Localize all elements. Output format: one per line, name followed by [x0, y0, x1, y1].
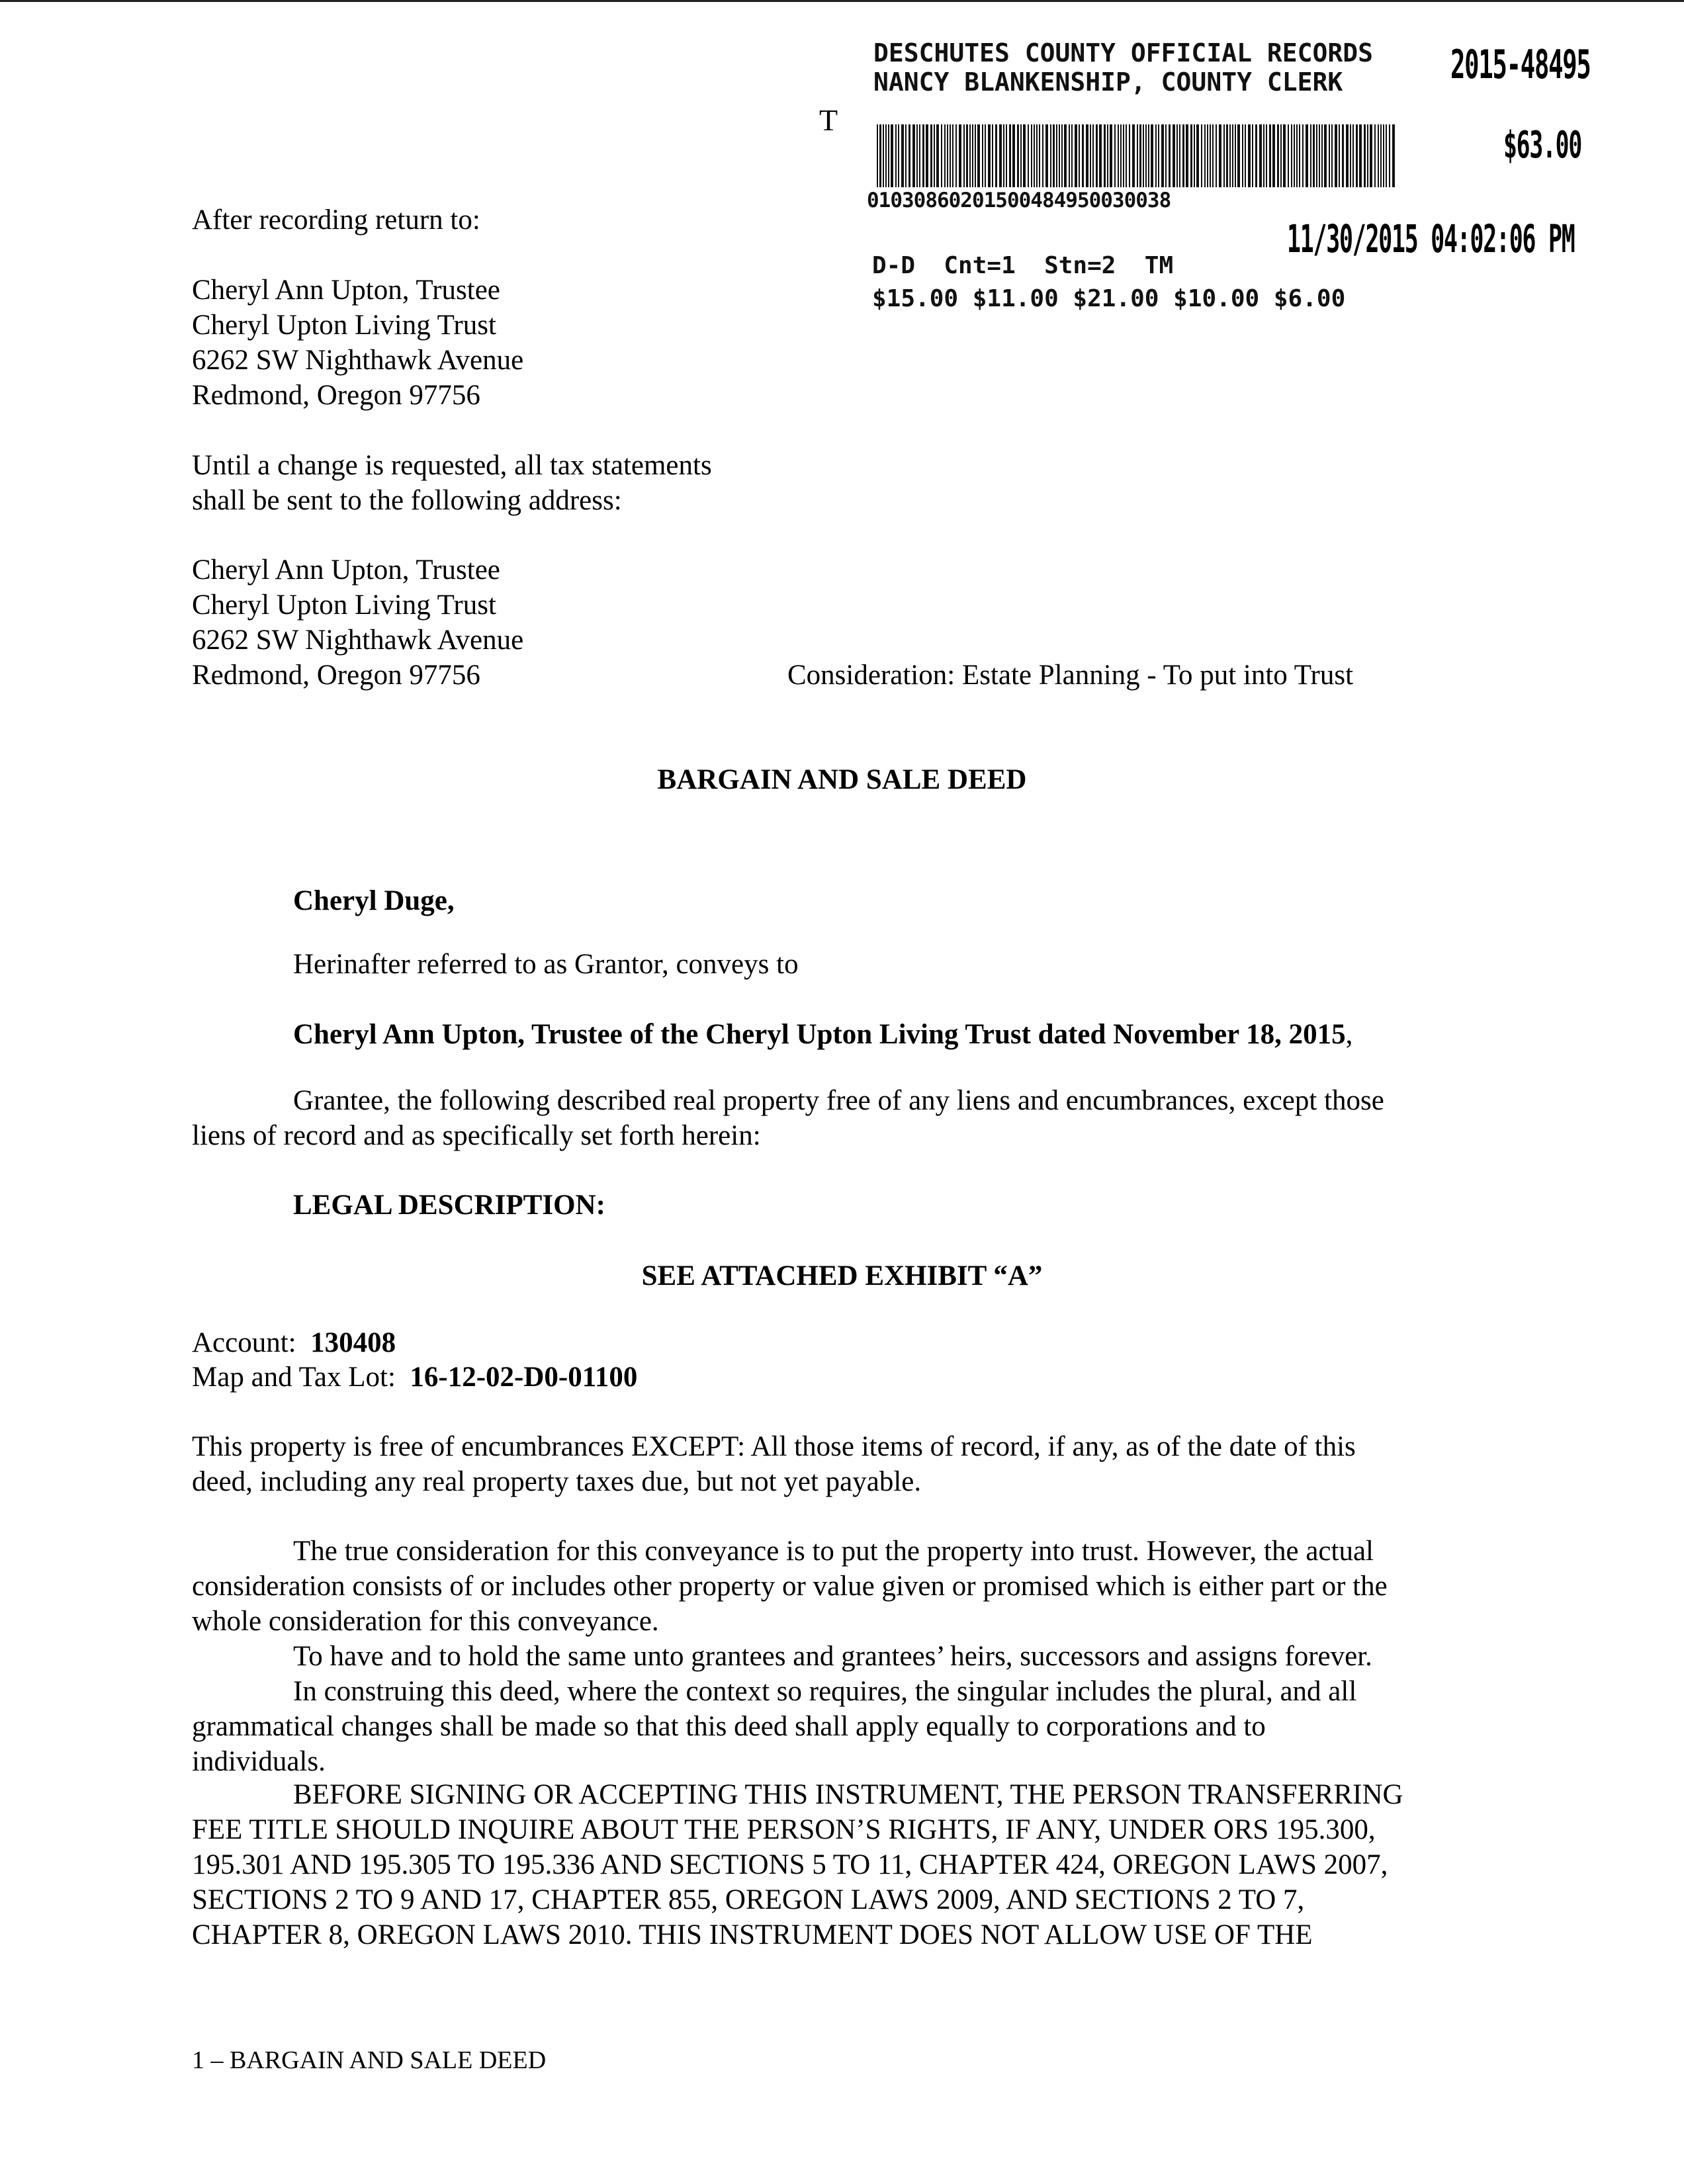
barcode-bar: [1137, 124, 1138, 187]
barcode-bar: [1252, 124, 1253, 187]
barcode-bar: [1374, 124, 1376, 187]
barcode-bar: [1194, 124, 1195, 187]
barcode-bar: [905, 124, 907, 187]
barcode-bar: [1145, 124, 1147, 187]
barcode-bar: [1226, 124, 1228, 187]
barcode-bar: [891, 124, 893, 187]
barcode-bar: [1266, 124, 1267, 187]
barcode-bar: [922, 124, 924, 187]
barcode-bar: [999, 124, 1002, 187]
barcode-bar: [1114, 124, 1116, 187]
barcode-bar: [1201, 124, 1202, 187]
barcode-bar: [1386, 124, 1387, 187]
barcode-bar: [908, 124, 910, 187]
encumbrance-paragraph: This property is free of encumbrances EXCEPT: All those items of record, if any, as of the date of this deed, including any real property taxes due, but not yet payable.: [192, 1431, 1356, 1497]
exhibit-reference: SEE ATTACHED EXHIBIT “A”: [641, 1260, 1043, 1291]
barcode-bar: [1165, 124, 1167, 187]
tax-address-line: Cheryl Upton Living Trust: [192, 590, 496, 621]
barcode-bar: [1006, 124, 1007, 187]
barcode-bar: [1123, 124, 1124, 187]
barcode-bar: [1132, 124, 1135, 187]
barcode-bar: [1280, 124, 1282, 187]
barcode-bar: [1118, 124, 1119, 187]
barcode-bar: [1020, 124, 1022, 187]
barcode-bar: [1120, 124, 1122, 187]
barcode-bar: [1053, 124, 1055, 187]
barcode-bar: [1310, 124, 1311, 187]
barcode-bar: [1086, 124, 1088, 187]
deed-title: BARGAIN AND SALE DEED: [657, 764, 1027, 795]
barcode-bar: [1389, 124, 1390, 187]
barcode-bar: [1269, 124, 1271, 187]
barcode-bar: [1324, 124, 1327, 187]
legal-description-heading: LEGAL DESCRIPTION:: [293, 1190, 605, 1221]
tax-address-line: 6262 SW Nighthawk Avenue: [192, 625, 524, 656]
return-address-line: Redmond, Oregon 97756: [192, 380, 480, 411]
barcode-bar: [955, 124, 957, 187]
barcode-bar: [1036, 124, 1038, 187]
barcode-number: 01030860201500484950030038: [867, 189, 1171, 212]
barcode-bar: [1263, 124, 1264, 187]
barcode-bar: [936, 124, 939, 187]
barcode-bar: [941, 124, 942, 187]
barcode-bar: [1107, 124, 1108, 187]
stamp-clerk: NANCY BLANKENSHIP, COUNTY CLERK: [873, 67, 1343, 97]
barcode-bar: [944, 124, 946, 187]
grantor-name: Cheryl Duge,: [293, 885, 455, 916]
grantee-paragraph: Grantee, the following described real property free of any liens and encumbrances, except those liens of record and as specifically set forth herein:: [192, 1085, 1384, 1151]
barcode-bar: [895, 124, 897, 187]
barcode-bar: [969, 124, 971, 187]
barcode-bar: [1248, 124, 1251, 187]
barcode-bar: [1364, 124, 1366, 187]
barcode-bar: [1296, 124, 1298, 187]
top-edge-rule: [0, 0, 1684, 2]
return-to-label: After recording return to:: [192, 204, 480, 236]
barcode-bar: [1061, 124, 1063, 187]
barcode-bar: [1378, 124, 1379, 187]
barcode-bar: [1331, 124, 1333, 187]
barcode-bar: [1319, 124, 1320, 187]
barcode-bar: [975, 124, 976, 187]
barcode-bar: [1380, 124, 1382, 187]
barcode-bar: [1012, 124, 1015, 187]
barcode-bar: [1179, 124, 1180, 187]
barcode-bar: [1110, 124, 1112, 187]
barcode-bar: [1232, 124, 1233, 187]
barcode-bar: [1045, 124, 1048, 187]
consideration-note: Consideration: Estate Planning - To put into Trust: [787, 660, 1354, 691]
barcode: [877, 124, 1396, 187]
account-number: 130408: [310, 1327, 396, 1358]
barcode-bar: [1210, 124, 1211, 187]
barcode-bar: [1245, 124, 1246, 187]
barcode-bar: [1039, 124, 1040, 187]
barcode-bar: [1350, 124, 1351, 187]
barcode-bar: [1009, 124, 1011, 187]
map-tax-lot-row: Map and Tax Lot: 16-12-02-D0-01100: [192, 1362, 638, 1393]
barcode-bar: [1216, 124, 1217, 187]
barcode-bar: [1321, 124, 1323, 187]
return-address-line: 6262 SW Nighthawk Avenue: [192, 345, 524, 376]
barcode-bar: [1346, 124, 1349, 187]
barcode-bar: [1028, 124, 1029, 187]
barcode-bar: [934, 124, 935, 187]
stamp-fee-total: $63.00: [1503, 124, 1581, 167]
tax-address: [192, 552, 523, 693]
barcode-bar: [1186, 124, 1188, 187]
barcode-bar: [1092, 124, 1094, 187]
barcode-bar: [1383, 124, 1384, 187]
barcode-bar: [1259, 124, 1262, 187]
barcode-bar: [901, 124, 904, 187]
barcode-bar: [947, 124, 948, 187]
barcode-bar: [977, 124, 980, 187]
barcode-bar: [1139, 124, 1141, 187]
barcode-bar: [1190, 124, 1192, 187]
barcode-bar: [982, 124, 983, 187]
barcode-bar: [1367, 124, 1368, 187]
barcode-bar: [1050, 124, 1051, 187]
barcode-bar: [1071, 124, 1073, 187]
barcode-bar: [985, 124, 986, 187]
barcode-bar: [1235, 124, 1236, 187]
barcode-bar: [1302, 124, 1304, 187]
stamp-fees: $15.00 $11.00 $21.00 $10.00 $6.00: [872, 285, 1346, 312]
barcode-bar: [1129, 124, 1130, 187]
barcode-bar: [1017, 124, 1019, 187]
barcode-bar: [1196, 124, 1199, 187]
return-address-line: Cheryl Ann Upton, Trustee: [192, 275, 500, 306]
barcode-bar: [1283, 124, 1286, 187]
barcode-bar: [1099, 124, 1102, 187]
stamp-recorded-datetime: 11/30/2015 04:02:06 PM: [1287, 216, 1575, 261]
barcode-bar: [1299, 124, 1300, 187]
barcode-bar: [1082, 124, 1084, 187]
barcode-bar: [1212, 124, 1214, 187]
account-row: Account: 130408: [192, 1327, 396, 1358]
barcode-bar: [1219, 124, 1221, 187]
barcode-bar: [1392, 124, 1395, 187]
barcode-bar: [1155, 124, 1157, 187]
barcode-bar: [1151, 124, 1153, 187]
barcode-bar: [1064, 124, 1067, 187]
barcode-bar: [1126, 124, 1127, 187]
barcode-bar: [1237, 124, 1240, 187]
barcode-bar: [926, 124, 928, 187]
barcode-bar: [1176, 124, 1178, 187]
barcode-bar: [916, 124, 918, 187]
barcode-bar: [952, 124, 953, 187]
barcode-bar: [885, 124, 887, 187]
barcode-bar: [1291, 124, 1292, 187]
barcode-bar: [1255, 124, 1257, 187]
barcode-bar: [1356, 124, 1358, 187]
tax-statement-label: Until a change is requested, all tax statements shall be sent to the following address:: [192, 450, 712, 516]
barcode-bar: [1272, 124, 1275, 187]
barcode-bar: [1223, 124, 1225, 187]
barcode-bar: [1104, 124, 1106, 187]
return-address-line: Cheryl Upton Living Trust: [192, 310, 496, 341]
barcode-bar: [888, 124, 889, 187]
barcode-bar: [950, 124, 951, 187]
barcode-bar: [919, 124, 920, 187]
stamp-document-number: 2015-48495: [1450, 42, 1591, 88]
barcode-bar: [877, 124, 878, 187]
barcode-bar: [930, 124, 932, 187]
barcode-bar: [1056, 124, 1057, 187]
barcode-bar: [1288, 124, 1289, 187]
barcode-bar: [1229, 124, 1231, 187]
grantee-name: Cheryl Ann Upton, Trustee of the Cheryl Upton Living Trust dated November 18, 2015,: [293, 1019, 1353, 1050]
consideration-paragraph: The true consideration for this conveyance is to put the property into trust. However, the actual consideration consists of or includes other property or value given or promised which is either part or the whole consideration for this conveyance. To have and to hold the same unto grantees and grantees’ heirs, successors and assigns forever. In construing this deed, where the context so requires, the singular includes the plural, and all grammatical changes shall be made so that this deed shall apply equally to corporations and to individuals.: [192, 1536, 1388, 1777]
tax-address-line: Cheryl Ann Upton, Trustee: [192, 554, 500, 586]
barcode-bar: [1277, 124, 1279, 187]
grantor-line: Herinafter referred to as Grantor, conveys to: [293, 949, 799, 980]
barcode-bar: [1158, 124, 1159, 187]
barcode-bar: [1096, 124, 1098, 187]
barcode-bar: [992, 124, 993, 187]
barcode-bar: [1173, 124, 1175, 187]
barcode-bar: [1207, 124, 1208, 187]
barcode-bar: [883, 124, 884, 187]
barcode-bar: [1294, 124, 1295, 187]
page-footer: 1 – BARGAIN AND SALE DEED: [192, 2046, 547, 2074]
barcode-bar: [898, 124, 899, 187]
statutory-warning: BEFORE SIGNING OR ACCEPTING THIS INSTRUMENT, THE PERSON TRANSFERRING FEE TITLE SHOULD INQUIRE ABOUT THE PERSON’S RIGHTS, IF ANY, UNDER ORS 195.300, 195.301 AND 195.305 TO 195.336 AND SECTIONS 5 TO 11, CHAPTER 424, OREGON LAWS 2007, SECTIONS 2 TO 9 AND 17, CHAPTER 855, OREGON LAWS 2009, AND SECTIONS 2 TO 7, CHAPTER 8, OREGON LAWS 2010. THIS INSTRUMENT DOES NOT ALLOW USE OF THE: [192, 1779, 1403, 1950]
stamp-codes: D-D Cnt=1 Stn=2 TM: [872, 252, 1174, 279]
barcode-bar: [1034, 124, 1035, 187]
barcode-bar: [1075, 124, 1077, 187]
barcode-bar: [1339, 124, 1340, 187]
barcode-bar: [1316, 124, 1317, 187]
barcode-bar: [1169, 124, 1171, 187]
stamp-marker: T: [819, 103, 838, 137]
barcode-bar: [1143, 124, 1144, 187]
barcode-bar: [1352, 124, 1354, 187]
barcode-bar: [1059, 124, 1060, 187]
barcode-bar: [1161, 124, 1164, 187]
barcode-bar: [879, 124, 881, 187]
barcode-bar: [1342, 124, 1344, 187]
barcode-bar: [966, 124, 968, 187]
barcode-bar: [912, 124, 915, 187]
barcode-bar: [1023, 124, 1026, 187]
barcode-bar: [963, 124, 965, 187]
barcode-bar: [1069, 124, 1070, 187]
barcode-bar: [1204, 124, 1206, 187]
barcode-bar: [1313, 124, 1315, 187]
barcode-bar: [1242, 124, 1243, 187]
barcode-bar: [1306, 124, 1308, 187]
barcode-bar: [1359, 124, 1362, 187]
barcode-bar: [1182, 124, 1184, 187]
barcode-bar: [1148, 124, 1149, 187]
barcode-bar: [1042, 124, 1043, 187]
barcode-bar: [1335, 124, 1337, 187]
barcode-bar: [988, 124, 991, 187]
barcode-bar: [1090, 124, 1091, 187]
barcode-bar: [972, 124, 973, 187]
barcode-bar: [1370, 124, 1372, 187]
barcode-bar: [959, 124, 961, 187]
return-address: [192, 273, 523, 413]
barcode-bar: [1079, 124, 1080, 187]
barcode-bar: [995, 124, 997, 187]
barcode-bar: [1329, 124, 1330, 187]
barcode-bar: [1003, 124, 1004, 187]
map-tax-lot: 16-12-02-D0-01100: [410, 1362, 638, 1393]
stamp-office: DESCHUTES COUNTY OFFICIAL RECORDS: [873, 38, 1373, 67]
habendum-clause: To have and to hold the same unto grantees and grantees’ heirs, successors and assigns forever.: [293, 1641, 1372, 1672]
barcode-bar: [1031, 124, 1032, 187]
tax-address-line: Redmond, Oregon 97756: [192, 660, 480, 691]
